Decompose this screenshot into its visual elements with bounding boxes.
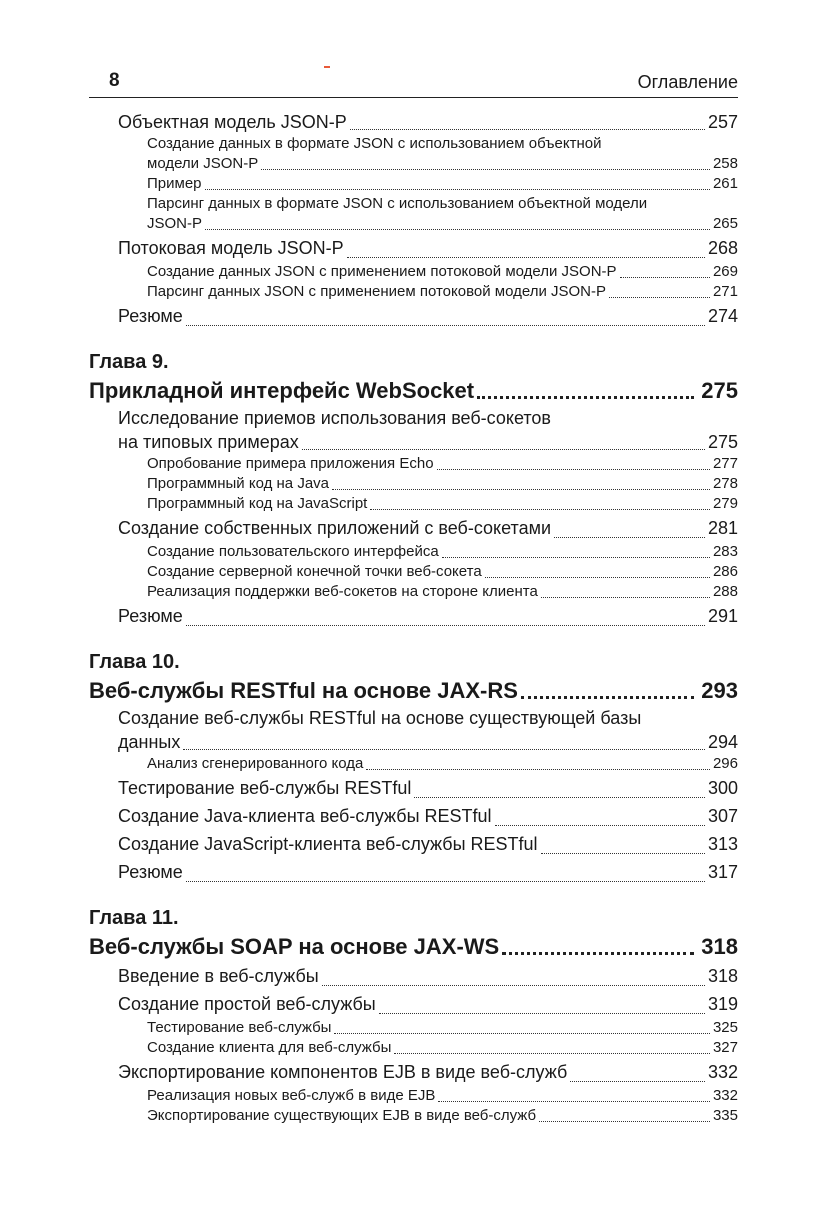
toc-entry-page: 313 bbox=[707, 834, 738, 854]
toc-entry-title: Создание клиента для веб-службы bbox=[147, 1039, 392, 1056]
toc-entry[interactable] bbox=[89, 262, 738, 282]
toc-entry-title: Тестирование веб-службы RESTful bbox=[118, 778, 412, 798]
toc-entry[interactable] bbox=[89, 858, 738, 886]
toc-entry-title-line[interactable]: Создание данных в формате JSON с использованием объектной bbox=[147, 135, 602, 152]
chapter-entry[interactable] bbox=[89, 376, 738, 406]
running-header-title: Оглавление bbox=[637, 72, 738, 92]
toc-entry[interactable] bbox=[89, 154, 738, 174]
chapter-label: Глава 10. bbox=[89, 651, 180, 673]
toc-entry-title: Тестирование веб-службы bbox=[147, 1019, 332, 1036]
toc-entry[interactable] bbox=[89, 582, 738, 602]
toc-entry[interactable] bbox=[89, 214, 738, 234]
toc-entry-page: 318 bbox=[707, 966, 738, 986]
toc-entry-title: Опробование примера приложения Echo bbox=[147, 455, 434, 472]
table-of-contents bbox=[89, 110, 738, 1126]
toc-entry-page: 268 bbox=[707, 238, 738, 258]
toc-entry[interactable] bbox=[89, 494, 738, 514]
toc-entry[interactable] bbox=[89, 774, 738, 802]
toc-entry-title-line[interactable]: Исследование приемов использования веб-сокетов bbox=[118, 408, 551, 428]
toc-entry[interactable] bbox=[89, 110, 738, 134]
toc-entry-page: 275 bbox=[707, 432, 738, 452]
toc-entry-title: Создание серверной конечной точки веб-сокета bbox=[147, 563, 482, 580]
toc-entry-page: 294 bbox=[707, 732, 738, 752]
toc-entry-title: Реализация поддержки веб-сокетов на стороне клиента bbox=[147, 583, 538, 600]
toc-entry-title: Введение в веб-службы bbox=[118, 966, 319, 986]
toc-entry-page: 325 bbox=[712, 1019, 738, 1036]
toc-entry[interactable] bbox=[89, 1086, 738, 1106]
toc-entry-page: 258 bbox=[712, 155, 738, 172]
toc-entry-page: 291 bbox=[707, 606, 738, 626]
toc-entry[interactable] bbox=[89, 474, 738, 494]
toc-entry-title: JSON-P bbox=[147, 215, 203, 232]
toc-entry-title: Программный код на Java bbox=[147, 475, 329, 492]
toc-entry[interactable] bbox=[89, 514, 738, 542]
toc-entry-page: 317 bbox=[707, 862, 738, 882]
toc-entry[interactable] bbox=[89, 430, 738, 454]
toc-entry-title: Потоковая модель JSON-P bbox=[118, 238, 344, 258]
toc-entry-page: 265 bbox=[712, 215, 738, 232]
toc-entry-title: Объектная модель JSON-P bbox=[118, 112, 347, 132]
chapter-label: Глава 9. bbox=[89, 351, 169, 373]
toc-entry-page: 261 bbox=[712, 175, 738, 192]
toc-entry-title: на типовых примерах bbox=[118, 432, 299, 452]
toc-entry-title-line[interactable]: Парсинг данных в формате JSON с использованием объектной модели bbox=[147, 195, 648, 212]
chapter-page: 275 bbox=[701, 378, 738, 403]
toc-entry-page: 274 bbox=[707, 306, 738, 326]
toc-entry-page: 281 bbox=[707, 518, 738, 538]
toc-entry[interactable] bbox=[89, 174, 738, 194]
toc-entry-page: 327 bbox=[712, 1039, 738, 1056]
chapter-title: Веб-службы SOAP на основе JAX-WS bbox=[89, 934, 500, 959]
toc-entry[interactable] bbox=[89, 990, 738, 1018]
toc-entry-title: Экспортирование компонентов EJB в виде веб-служб bbox=[118, 1062, 568, 1082]
toc-entry[interactable] bbox=[89, 1106, 738, 1126]
toc-entry-page: 278 bbox=[712, 475, 738, 492]
toc-entry-title: модели JSON-P bbox=[147, 155, 259, 172]
toc-entry-page: 335 bbox=[712, 1107, 738, 1124]
toc-entry-title: Создание собственных приложений с веб-сокетами bbox=[118, 518, 552, 538]
header-rule bbox=[89, 97, 738, 98]
toc-entry[interactable] bbox=[89, 830, 738, 858]
toc-entry-title: Создание пользовательского интерфейса bbox=[147, 543, 439, 560]
chapter-title: Веб-службы RESTful на основе JAX-RS bbox=[89, 678, 518, 703]
toc-entry-page: 271 bbox=[712, 283, 738, 300]
toc-entry-page: 286 bbox=[712, 563, 738, 580]
toc-entry-title: Резюме bbox=[118, 862, 183, 882]
toc-entry-page: 307 bbox=[707, 806, 738, 826]
toc-entry[interactable] bbox=[89, 282, 738, 302]
toc-entry-title: Анализ сгенерированного кода bbox=[147, 755, 364, 772]
toc-entry[interactable] bbox=[89, 962, 738, 990]
toc-entry-page: 257 bbox=[707, 112, 738, 132]
toc-entry-title: Реализация новых веб-служб в виде EJB bbox=[147, 1087, 436, 1104]
chapter-title: Прикладной интерфейс WebSocket bbox=[89, 378, 475, 403]
chapter-entry[interactable] bbox=[89, 676, 738, 706]
toc-entry-title: Экспортирование существующих EJB в виде веб-служб bbox=[147, 1107, 537, 1124]
chapter-label: Глава 11. bbox=[89, 907, 179, 929]
toc-entry-title: Создание JavaScript-клиента веб-службы RESTful bbox=[118, 834, 538, 854]
toc-entry-title: Пример bbox=[147, 175, 202, 192]
decorative-mark bbox=[324, 66, 330, 68]
toc-entry[interactable] bbox=[89, 542, 738, 562]
toc-entry[interactable] bbox=[89, 730, 738, 754]
toc-entry[interactable] bbox=[89, 454, 738, 474]
toc-entry-page: 296 bbox=[712, 755, 738, 772]
toc-entry[interactable] bbox=[89, 1038, 738, 1058]
toc-entry-page: 332 bbox=[712, 1087, 738, 1104]
toc-entry-title: данных bbox=[118, 732, 181, 752]
toc-entry[interactable] bbox=[89, 602, 738, 630]
toc-entry-page: 277 bbox=[712, 455, 738, 472]
toc-entry[interactable] bbox=[89, 302, 738, 330]
chapter-page: 293 bbox=[701, 678, 738, 703]
chapter-entry[interactable] bbox=[89, 932, 738, 962]
toc-entry[interactable] bbox=[89, 802, 738, 830]
toc-entry-title: Резюме bbox=[118, 606, 183, 626]
toc-entry-title: Создание данных JSON с применением потоковой модели JSON-P bbox=[147, 263, 617, 280]
toc-entry[interactable] bbox=[89, 234, 738, 262]
chapter-page: 318 bbox=[701, 934, 738, 959]
toc-entry-page: 283 bbox=[712, 543, 738, 560]
page-number: 8 bbox=[109, 70, 120, 91]
toc-entry-page: 319 bbox=[707, 994, 738, 1014]
toc-entry[interactable] bbox=[89, 1018, 738, 1038]
toc-entry-title: Создание Java-клиента веб-службы RESTful bbox=[118, 806, 492, 826]
toc-entry-title: Парсинг данных JSON с применением потоковой модели JSON-P bbox=[147, 283, 606, 300]
toc-entry-title: Создание простой веб-службы bbox=[118, 994, 376, 1014]
toc-entry-title: Программный код на JavaScript bbox=[147, 495, 368, 512]
toc-entry[interactable] bbox=[89, 754, 738, 774]
toc-entry-title: Резюме bbox=[118, 306, 183, 326]
toc-entry[interactable] bbox=[89, 562, 738, 582]
toc-entry-page: 269 bbox=[712, 263, 738, 280]
toc-entry-page: 288 bbox=[712, 583, 738, 600]
toc-entry-page: 279 bbox=[712, 495, 738, 512]
toc-entry-page: 332 bbox=[707, 1062, 738, 1082]
toc-entry[interactable] bbox=[89, 1058, 738, 1086]
toc-entry-page: 300 bbox=[707, 778, 738, 798]
toc-entry-title-line[interactable]: Создание веб-службы RESTful на основе существующей базы bbox=[118, 708, 642, 728]
